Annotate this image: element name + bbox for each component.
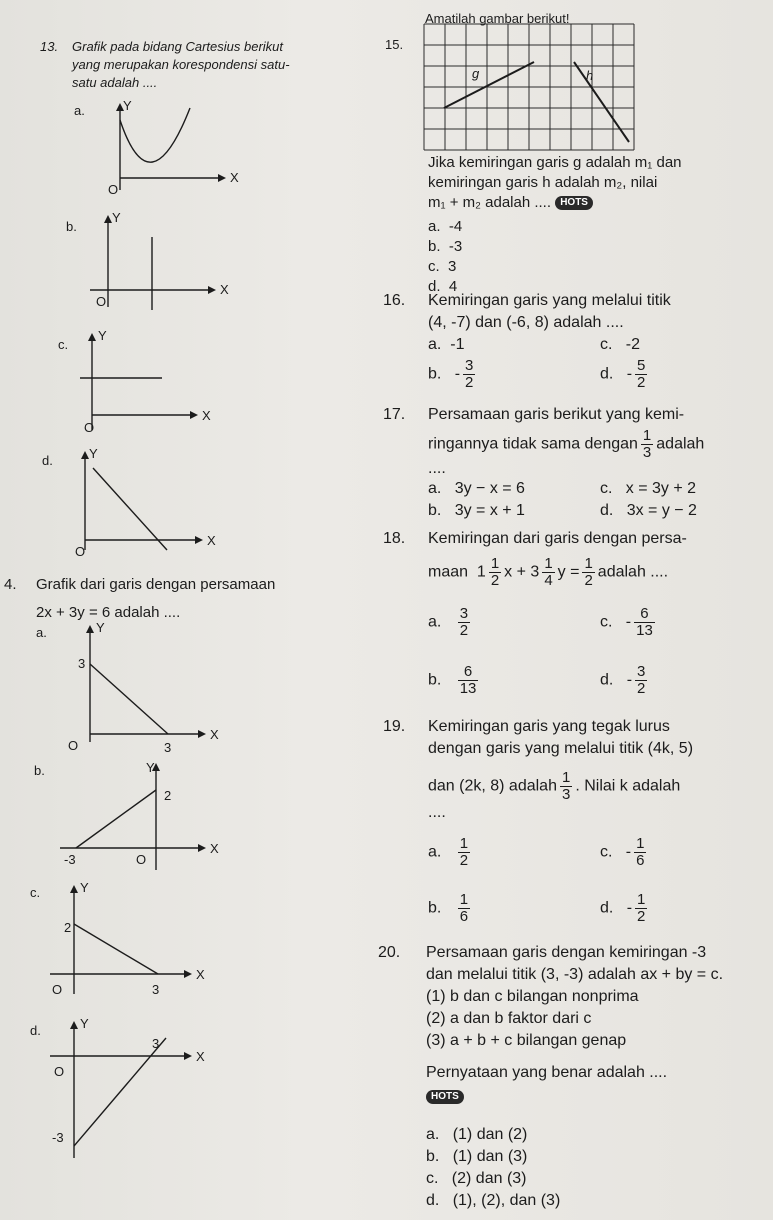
q19-text-3: dan (2k, 8) adalah $\frac{1}{3}$ . Nilai k adalah: [428, 769, 681, 803]
q14b-x-label: X: [210, 841, 219, 856]
q13-text-3: satu adalah ....: [72, 75, 158, 90]
q19-number: 19.: [383, 718, 406, 735]
q20-statement-1: (1) b dan c bilangan nonprima: [426, 988, 639, 1005]
q13-number: 13.: [40, 39, 59, 54]
q17-text-1: Persamaan garis berikut yang kemi-: [428, 406, 685, 423]
q17-number: 17.: [383, 406, 406, 423]
q13d-y-label: Y: [89, 446, 98, 461]
q13b-y-label: Y: [112, 210, 121, 225]
q13c-origin: O: [84, 420, 95, 435]
q14-text-2: 2x + 3y = 6 adalah ....: [36, 604, 181, 621]
q16-option-b: b. - $\frac{3}{2}$: [428, 357, 474, 391]
q13c-x-label: X: [202, 408, 211, 423]
q16-option-c: c. -2: [600, 336, 641, 353]
q20-text-1: Persamaan garis dengan kemiringan -3: [426, 944, 707, 961]
q18-option-d: d. - $\frac{3}{2}$: [600, 663, 646, 697]
q14-graph-a: [60, 620, 230, 755]
q14a-y-label: Y: [96, 620, 105, 635]
q18-option-c: c. - $\frac{6}{13}$: [600, 605, 653, 639]
q13d-origin: O: [75, 544, 86, 559]
q14-option-d-label: d.: [30, 1023, 41, 1038]
q14c-y-label: Y: [80, 880, 89, 895]
q18-text-1: Kemiringan dari garis dengan persa-: [428, 530, 687, 547]
q17-option-b: b. 3y = x + 1: [428, 502, 525, 519]
q14a-origin: O: [68, 738, 79, 753]
q20-statement-2: (2) a dan b faktor dari c: [426, 1010, 592, 1027]
q13a-origin: O: [108, 182, 119, 197]
q20-text-2: dan melalui titik (3, -3) adalah ax + by = c.: [426, 966, 724, 983]
q19-text-2: dengan garis yang melalui titik (4k, 5): [428, 740, 694, 757]
q15-line-h-label: h: [586, 68, 594, 83]
q20-statement-3: (3) a + b + c bilangan genap: [426, 1032, 627, 1049]
q14c-y-intercept: 2: [64, 920, 72, 935]
q15-hots-badge: HOTS: [555, 196, 593, 210]
q13-option-d-label: d.: [42, 453, 53, 468]
q16-number: 16.: [383, 292, 406, 309]
q14c-origin: O: [52, 982, 63, 997]
q18-number: 18.: [383, 530, 406, 547]
q14b-y-intercept: 2: [164, 788, 172, 803]
q15-option-a: a. -4: [428, 218, 463, 235]
q16-text-2: (4, -7) dan (-6, 8) adalah ....: [428, 314, 624, 331]
q14d-origin: O: [54, 1064, 65, 1079]
q15-number: 15.: [385, 37, 404, 52]
q20-option-a: a. (1) dan (2): [426, 1126, 528, 1143]
q14-option-b-label: b.: [34, 763, 45, 778]
q17-option-c: c. x = 3y + 2: [600, 480, 697, 497]
q14c-x-intercept: 3: [152, 982, 160, 997]
q15-text-4-wrap: [428, 194, 593, 212]
q15-text-2: Jika kemiringan garis g adalah m₁ dan: [428, 154, 682, 171]
q14-number: 4.: [4, 576, 17, 593]
q14d-x-label: X: [196, 1049, 205, 1064]
q14a-y-intercept: 3: [78, 656, 86, 671]
q19-text-1: Kemiringan garis yang tegak lurus: [428, 718, 670, 735]
q13-option-a-label: a.: [74, 103, 85, 118]
q13-graph-b: [90, 212, 260, 312]
q13b-origin: O: [96, 294, 107, 309]
q15-text-4: m₁ + m₂ adalah ....: [428, 194, 552, 211]
q13a-x-label: X: [230, 170, 239, 185]
q13b-x-label: X: [220, 282, 229, 297]
q13-text-2: yang merupakan korespondensi satu-: [72, 57, 290, 72]
q13-option-b-label: b.: [66, 219, 77, 234]
q16-option-a: a. -1: [428, 336, 465, 353]
q17-option-a: a. 3y − x = 6: [428, 480, 525, 497]
q20-hots-wrap: [426, 1088, 464, 1106]
q15-text-1: Amatilah gambar berikut!: [425, 11, 570, 26]
q19-option-a: a. $\frac{1}{2}$: [428, 835, 469, 869]
q14d-x-intercept: 3: [152, 1036, 160, 1051]
q14d-y-label: Y: [80, 1016, 89, 1031]
q17-text-3: ....: [428, 460, 446, 477]
q13-graph-a: [90, 100, 260, 200]
q15-line-g-label: g: [472, 66, 480, 81]
q14-graph-c: [50, 882, 220, 997]
q14-text-1: Grafik dari garis dengan persamaan: [36, 576, 276, 593]
q14a-x-intercept: 3: [164, 740, 172, 755]
q20-hots-badge: HOTS: [426, 1090, 464, 1104]
q17-text-2: ringannya tidak sama dengan $\frac{1}{3}$ adalah: [428, 427, 705, 461]
q14c-x-label: X: [196, 967, 205, 982]
q13-text-1: Grafik pada bidang Cartesius berikut: [72, 39, 284, 54]
q14d-y-intercept: -3: [52, 1130, 64, 1145]
q13-graph-d: [75, 448, 245, 558]
q15-grid-figure: [424, 24, 644, 150]
q19-option-d: d. - $\frac{1}{2}$: [600, 891, 646, 925]
q14b-x-intercept: -3: [64, 852, 76, 867]
q13-graph-c: [80, 330, 250, 440]
q20-number: 20.: [378, 944, 401, 961]
q14-option-a-label: a.: [36, 625, 47, 640]
q14b-y-label: Y: [146, 760, 155, 775]
q13c-y-label: Y: [98, 328, 107, 343]
q14a-x-label: X: [210, 727, 219, 742]
q19-option-b: b. $\frac{1}{6}$: [428, 891, 469, 925]
q15-option-b: b. -3: [428, 238, 463, 255]
q19-option-c: c. - $\frac{1}{6}$: [600, 835, 645, 869]
q13a-y-label: Y: [123, 98, 132, 113]
q14-option-c-label: c.: [30, 885, 41, 900]
q17-option-d: d. 3x = y − 2: [600, 502, 697, 519]
q18-option-b: b. $\frac{6}{13}$: [428, 663, 477, 697]
q18-text-2: maan 1 $\frac{1}{2}$ x + 3 $\frac{1}{4}$ y = $\frac{1}{2}$ adalah ....: [428, 555, 669, 589]
q19-text-4: ....: [428, 804, 446, 821]
q18-option-a: a. $\frac{3}{2}$: [428, 605, 469, 639]
q13d-x-label: X: [207, 533, 216, 548]
q14-graph-d: [50, 1018, 220, 1163]
q15-option-c: c. 3: [428, 258, 457, 275]
q20-option-c: c. (2) dan (3): [426, 1170, 527, 1187]
q20-text-3: Pernyataan yang benar adalah ....: [426, 1064, 668, 1081]
q15-text-3: kemiringan garis h adalah m₂, nilai: [428, 174, 658, 191]
q16-text-1: Kemiringan garis yang melalui titik: [428, 292, 671, 309]
q20-option-b: b. (1) dan (3): [426, 1148, 528, 1165]
q13-option-c-label: c.: [58, 337, 69, 352]
q20-option-d: d. (1), (2), dan (3): [426, 1192, 561, 1209]
q16-option-d: d. - $\frac{5}{2}$: [600, 357, 646, 391]
q15-option-d: d. 4: [428, 278, 458, 295]
q14-graph-b: [60, 760, 240, 870]
q14b-origin: O: [136, 852, 147, 867]
